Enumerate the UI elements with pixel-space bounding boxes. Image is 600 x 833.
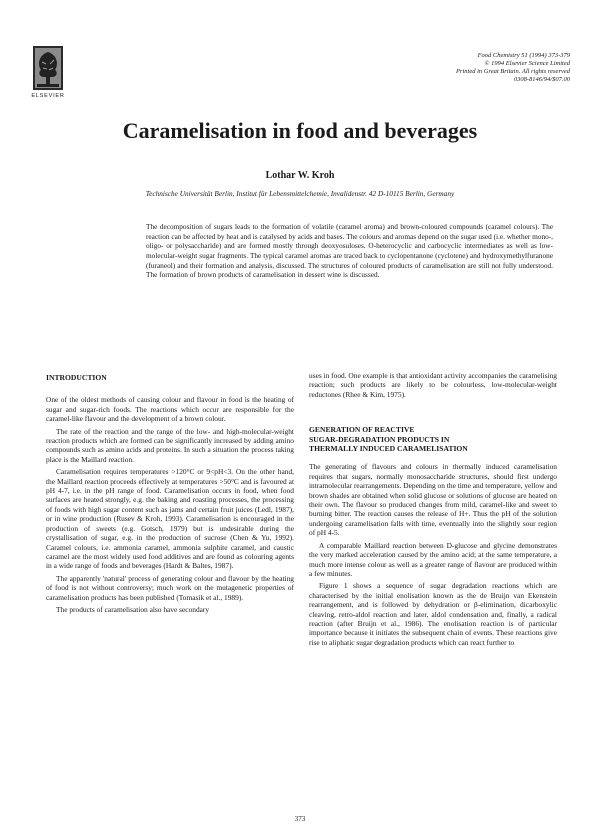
author-affiliation: Technische Universität Berlin, Institut für Lebensmittelchemie, Invalidenstr. 42 D-10115 Berlin, Germany — [145, 189, 455, 198]
abstract: The decomposition of sugars leads to the formation of volatile (caramel aroma) and brown-coloured compounds (caramel colours). The reaction can be affected by heat and is catalysed by acids and bases. The colours and aromas depend on the sugar used (i.e. whether mono-, oligo- or polysaccharide) and are formed mostly through deoxyosuloses. O-heterocyclic and carbocyclic intermediates as well as low-molecular-weight sugar fragments. The typical caramel aromas are traced back to cyclopentanone (cyclotene) and hydroxymethylfuranone (furaneol) and their formation and analysis, discussed. The structures of coloured products of caramelisation are still not fully understood. The formation of brown products of caramelisation in dessert wine is discussed. — [146, 222, 553, 280]
body-paragraph: The apparently 'natural' process of generating colour and flavour by the heating of food is not without controversy; much work on the mutagenetic properties of caramelisation products has been published (Tomasik et al., 1989). — [46, 573, 294, 602]
article-title: Caramelisation in food and beverages — [122, 118, 478, 143]
body-paragraph: One of the oldest methods of causing colour and flavour in food is the heating of sugar and sugar-rich foods. The reactions which occur are responsible for the caramel-like flavour and the development of a brown colour. — [46, 395, 294, 424]
body-paragraph: A comparable Maillard reaction between D-glucose and glycine demonstrates the very marked acceleration caused by the amino acid; at the same temperature, a much more intense colour as well as a greater range of flavour are produced within a few minutes. — [309, 540, 557, 578]
section-heading-line: SUGAR-DEGRADATION PRODUCTS IN — [309, 434, 450, 444]
body-column-left — [46, 371, 294, 614]
journal-citation-line: © 1994 Elsevier Science Limited — [484, 60, 570, 67]
body-paragraph-continued: uses in food. One example is that antioxidant activity accompanies the caramelising reaction; such products are likely to be colourless, low-molecular-weight reductones (Rhee & Kim, 1975). — [309, 371, 557, 399]
elsevier-tree-icon — [33, 46, 63, 90]
section-heading-generation — [309, 425, 557, 453]
body-column-right — [309, 371, 557, 647]
body-paragraph: Figure 1 shows a sequence of sugar degradation reactions which are characterised by the initial enolisation known as the de Bruijn van Ekenstein rearrangement, and is followed by dehydration or β-elimination, dicarboxylic cleaving, retro-aldol reaction and later, aldol condensation and, finally, a radical reaction (after Bruijn et al., 1986). The enolisation reaction is of particular importance because it initiates the subsequent chain of events. These reactions give rise to aliphatic sugar degradation products which can react further to — [309, 581, 557, 647]
journal-citation-line: Food Chemistry 51 (1994) 373-379 — [477, 52, 570, 59]
publisher-name: ELSEVIER — [31, 93, 65, 99]
section-heading-introduction: INTRODUCTION — [46, 373, 107, 382]
journal-citation-line: 0308-8146/94/$07.00 — [513, 76, 570, 83]
section-heading-line: THERMALLY INDUCED CARAMELISATION — [309, 444, 468, 454]
article-author: Lothar W. Kroh — [265, 170, 335, 181]
section-heading-line: GENERATION OF REACTIVE — [309, 425, 415, 435]
body-paragraph: The generating of flavours and colours in thermally induced caramelisation requires that sugars, normally monosaccharide structures, should first undergo intramolecular rearrangements. Depending on the time and temperature, yellow and brown shades are obtained when solid glucose or solutions of glucose are heated on their own. The flavour so produced changes from mild, caramel-like and sweet to burning bitter. The reaction causes the release of H+. Thus the pH of the solution undergoing caramelisation falls with time, eventually into the slightly sour region of pH 4-5. — [309, 462, 557, 538]
page-number: 373 — [294, 815, 306, 823]
body-paragraph: The products of caramelisation also have secondary — [56, 604, 210, 614]
journal-citation — [350, 52, 570, 84]
journal-citation-line: Printed in Great Britain. All rights reserved — [455, 68, 570, 75]
body-paragraph: Caramelisation requires temperatures >120°C or 9<pH<3. On the other hand, the Maillard reaction proceeds effectively at temperatures >50°C and is favoured at pH 4-7, i.e. in the pH range of food. Caramelisation occurs in food, when food surfaces are heated strongly, e.g. the baking and roasting processes, the processing of foods with high sugar content such as jams and certain fruit juices (Ledl, 1987), or in wine production (Rusev & Kroh, 1993). Caramelisation is encouraged in the production of sweets (e.g. Gotsch, 1979) but is undesirable during the crystallisation of sugar, e.g. in the production of sucrose (Chen & Yu, 1992). Caramel colours, i.e. ammonia caramel, ammonia sulphite caramel, and caustic caramel are the most widely used food additives and are found as colouring agents in a wide range of foods and beverages (Hardt & Baltes, 1987). — [46, 467, 294, 571]
body-paragraph: The rate of the reaction and the range of the low- and high-molecular-weight reaction products which are formed can be significantly increased by adding amino compounds such as amino acids and proteins. In such a situation the process taking place is the Maillard reaction. — [46, 426, 294, 464]
